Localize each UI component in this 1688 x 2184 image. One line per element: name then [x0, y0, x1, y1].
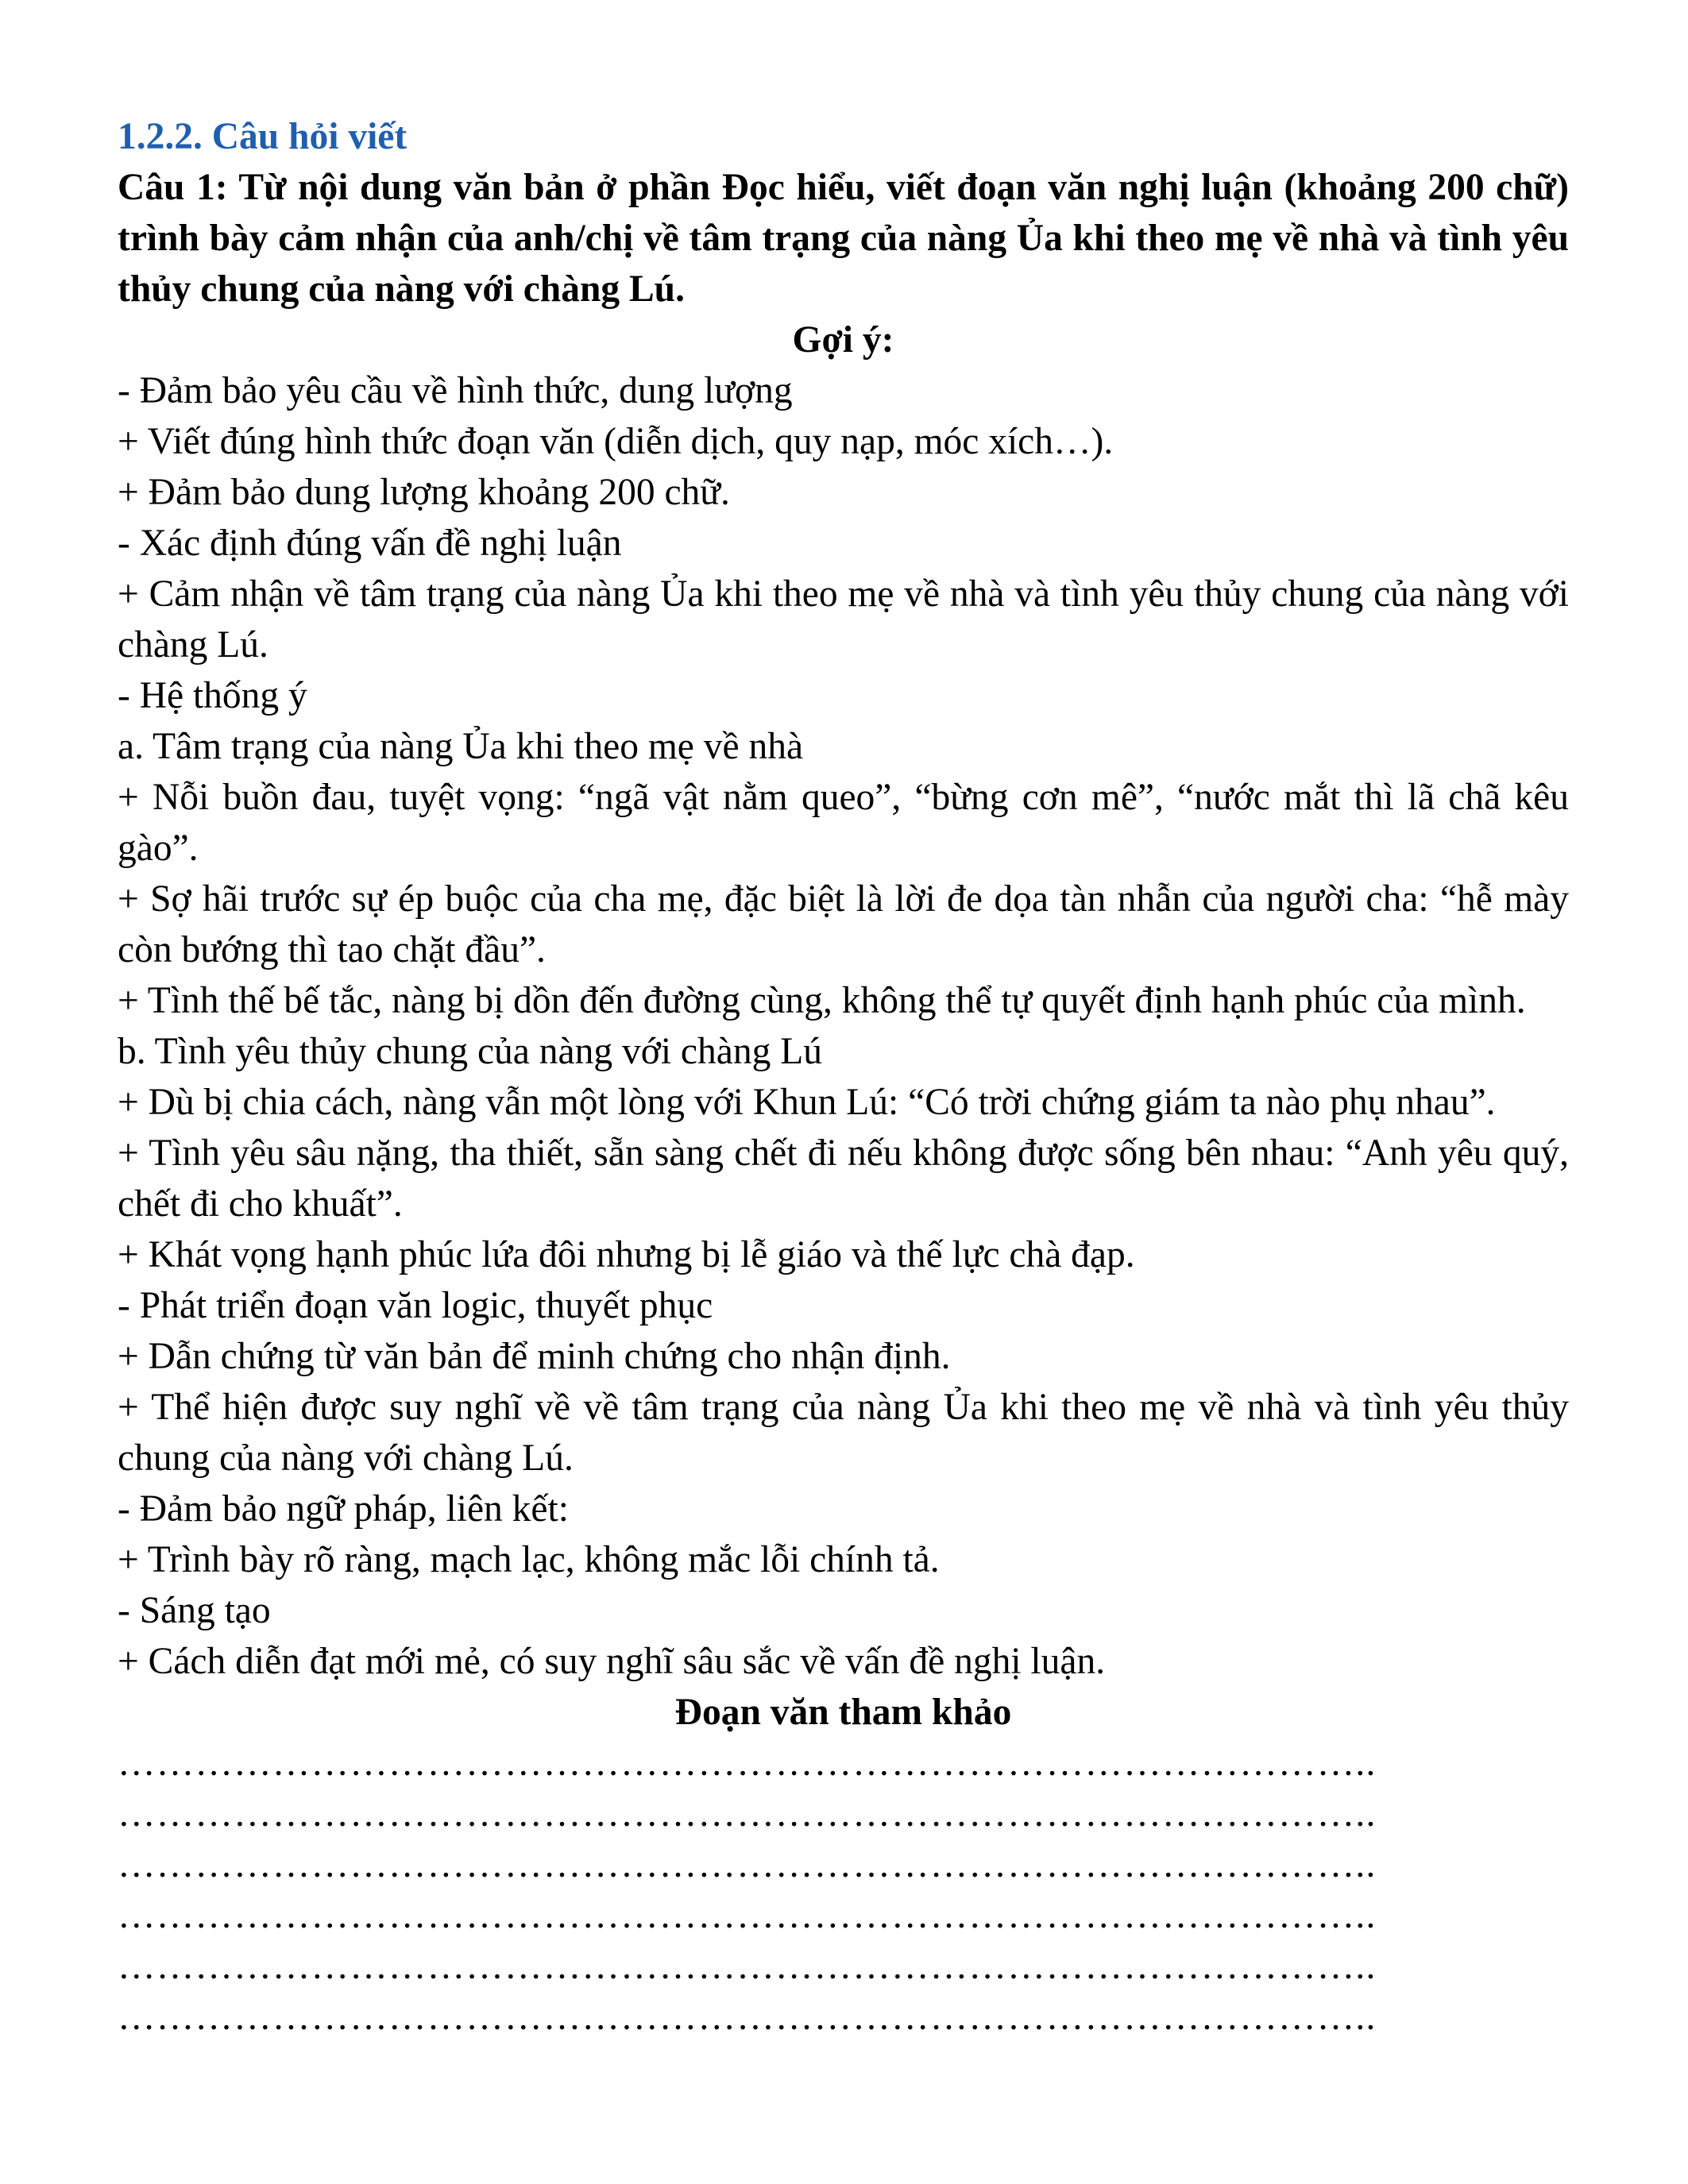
hint-line: + Cách diễn đạt mới mẻ, có suy nghĩ sâu sắc về vấn đề nghị luận.	[118, 1641, 1106, 1682]
hint-line: + Dù bị chia cách, nàng vẫn một lòng với Khun Lú: “Có trời chứng giám ta nào phụ nhau”.	[118, 1082, 1496, 1123]
hint-line: + Đảm bảo dung lượng khoảng 200 chữ.	[118, 472, 730, 513]
hint-line: - Đảm bảo ngữ pháp, liên kết:	[118, 1488, 569, 1530]
answer-dotted-line: ……………………………………………………………………………………..	[118, 1946, 1377, 1987]
reference-title: Đoạn văn tham khảo	[674, 1692, 1012, 1733]
hint-line: - Phát triển đoạn văn logic, thuyết phục	[118, 1285, 713, 1326]
hint-list	[118, 365, 1569, 1687]
hint-title: Gợi ý:	[792, 319, 894, 361]
hint-line: - Hệ thống ý	[118, 675, 307, 716]
hint-line: - Đảm bảo yêu cầu về hình thức, dung lượng	[118, 370, 793, 411]
hint-line: + Khát vọng hạnh phúc lứa đôi nhưng bị lễ giáo và thế lực chà đạp.	[118, 1234, 1135, 1275]
answer-dotted-line: ……………………………………………………………………………………..	[118, 1742, 1377, 1784]
hint-line: b. Tình yêu thủy chung của nàng với chàng Lú	[118, 1031, 822, 1072]
hint-line: a. Tâm trạng của nàng Ủa khi theo mẹ về nhà	[118, 726, 804, 767]
hint-line: - Sáng tạo	[118, 1590, 271, 1631]
hint-line: + Nỗi buồn đau, tuyệt vọng: “ngã vật nằm queo”, “bừng cơn mê”, “nước mắt thì lã chã kêu gào”.	[118, 777, 1569, 869]
answer-dotted-line: ……………………………………………………………………………………..	[118, 1997, 1377, 2038]
question-1: Câu 1: Từ nội dung văn bản ở phần Đọc hiểu, viết đoạn văn nghị luận (khoảng 200 chữ) trình bày cảm nhận của anh/chị về tâm trạng của nàng Ủa khi theo mẹ về nhà và tình yêu thủy chung của nàng với chàng Lú.	[118, 167, 1569, 310]
answer-dotted-line: ……………………………………………………………………………………..	[118, 1895, 1377, 1936]
hint-line: + Cảm nhận về tâm trạng của nàng Ủa khi theo mẹ về nhà và tình yêu thủy chung của nàng với chàng Lú.	[118, 573, 1569, 666]
hint-line: + Sợ hãi trước sự ép buộc của cha mẹ, đặc biệt là lời đe dọa tàn nhẫn của người cha: “hễ mày còn bướng thì tao chặt đầu”.	[118, 878, 1569, 970]
hint-line: + Dẫn chứng từ văn bản để minh chứng cho nhận định.	[118, 1336, 951, 1377]
answer-dotted-line: ……………………………………………………………………………………..	[118, 1844, 1377, 1885]
section-heading: 1.2.2. Câu hỏi viết	[118, 116, 408, 157]
hint-line: + Tình thế bế tắc, nàng bị dồn đến đường cùng, không thể tự quyết định hạnh phúc của mình.	[118, 980, 1526, 1021]
document-page	[118, 111, 1569, 2043]
hint-line: + Thể hiện được suy nghĩ về về tâm trạng của nàng Ủa khi theo mẹ về nhà và tình yêu thủy chung của nàng với chàng Lú.	[118, 1387, 1569, 1479]
hint-line: + Tình yêu sâu nặng, tha thiết, sẵn sàng chết đi nếu không được sống bên nhau: “Anh yêu quý, chết đi cho khuất”.	[118, 1133, 1569, 1225]
hint-line: + Viết đúng hình thức đoạn văn (diễn dịch, quy nạp, móc xích…).	[118, 421, 1114, 462]
answer-lines	[118, 1738, 1569, 2043]
hint-line: - Xác định đúng vấn đề nghị luận	[118, 523, 622, 564]
hint-line: + Trình bày rõ ràng, mạch lạc, không mắc lỗi chính tả.	[118, 1539, 940, 1580]
answer-dotted-line: ……………………………………………………………………………………..	[118, 1793, 1377, 1835]
